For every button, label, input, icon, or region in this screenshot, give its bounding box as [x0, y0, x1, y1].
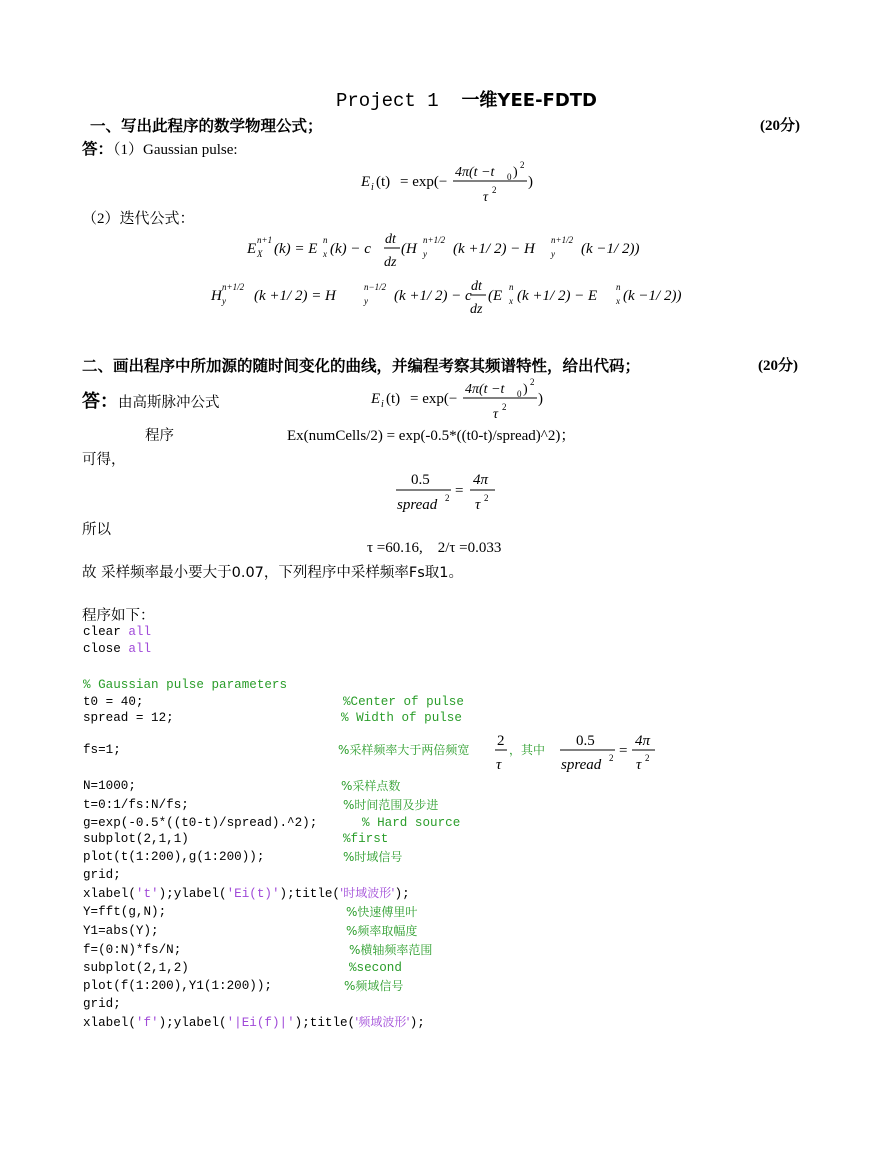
code-comment-17: %second	[349, 961, 402, 975]
inline-where: ，其中	[509, 743, 546, 757]
eq2-sub0: 0	[517, 389, 522, 399]
code-line-13	[83, 884, 410, 903]
code-close: close	[83, 642, 129, 656]
code-line-8: t=0:1/fs:N/fs;	[83, 798, 189, 812]
code13-f: '时域波形'	[340, 886, 395, 900]
eq2-den-sq: 2	[502, 402, 507, 412]
gaussian-formula-2	[365, 373, 555, 425]
code-line-12: grid;	[83, 868, 121, 882]
eq-t: (t)	[376, 174, 391, 190]
code-comment-10: %first	[343, 832, 389, 846]
section1-score: (20分)	[760, 118, 800, 134]
it1-sup: n+1	[257, 235, 273, 245]
eq2-close: )	[538, 391, 543, 407]
eq2-num: 4π(t −t	[465, 382, 505, 397]
it1-tail3: (k −1/ 2))	[581, 241, 640, 257]
rel-den: spread	[397, 497, 438, 513]
eq-lhs: E	[361, 174, 371, 190]
eq-close: )	[528, 174, 533, 190]
therefore-label: 所以	[82, 522, 111, 538]
inline-two: 2	[497, 733, 505, 749]
it2-dz: dz	[470, 302, 483, 317]
code-line-14: Y=fft(g,N);	[83, 905, 167, 919]
iteration-label: （2）迭代公式：	[82, 211, 195, 227]
page-title	[336, 86, 597, 112]
it2-dt: dt	[471, 279, 482, 294]
eq-num-close: )	[513, 165, 518, 180]
it2-tail: (E	[488, 288, 503, 304]
code-line-9: g=exp(-0.5*((t0-t)/spread).^2);	[83, 816, 318, 830]
rel-rhs-den: τ	[475, 497, 481, 513]
eq2-sub-i: i	[381, 399, 384, 410]
inline-eq: =	[619, 743, 628, 759]
code13-d: 'Ei(t)'	[226, 887, 280, 901]
code-comment-6: %采样频率大于两倍频宽	[338, 743, 470, 757]
it1-rest: (k) − c	[330, 241, 371, 257]
iteration-formula-h	[207, 275, 697, 321]
code-line-1	[83, 623, 151, 641]
it2-sub2: y	[364, 296, 368, 306]
gaussian-formula	[355, 156, 545, 208]
program-label: 程序	[145, 428, 174, 444]
code-comment-7: %采样点数	[341, 779, 401, 793]
inline-rhs-num: 4π	[635, 733, 651, 749]
title-prefix: Project 1	[336, 90, 439, 112]
answer2-label: 答：	[82, 391, 118, 412]
eq-exp: = exp(−	[400, 174, 448, 190]
it1-tail2: (k +1/ 2) − H	[453, 241, 535, 257]
it1-sub-y: y	[423, 249, 427, 259]
spread-relation	[393, 465, 503, 517]
eq2-sq: 2	[530, 377, 535, 387]
it1-sup-half2: n+1/2	[551, 235, 574, 245]
it1-dz: dz	[384, 255, 397, 270]
code20-e: );title(	[294, 1016, 356, 1030]
gaussian-label: （1）Gaussian pulse:	[113, 142, 238, 158]
code20-f: '频域波形'	[355, 1015, 410, 1029]
code-comment-15: %频率取幅度	[346, 924, 418, 938]
inline-num: 0.5	[576, 733, 595, 749]
eq2-den: τ	[493, 407, 499, 422]
code-comment-4: %Center of pulse	[343, 695, 464, 709]
rel-den-sup: 2	[445, 493, 450, 503]
it1-k: (k) = E	[274, 241, 318, 257]
code-line-16: f=(0:N)*fs/N;	[83, 943, 182, 957]
title-suffix: 一维YEE-FDTD	[461, 90, 597, 111]
code-kw-all-2: all	[128, 642, 152, 656]
section1-answer	[82, 137, 238, 159]
it2-sup-n2: n	[616, 282, 621, 292]
it1-sup2: n	[323, 235, 328, 245]
code13-c: );ylabel(	[158, 887, 227, 901]
code-inline-formula	[493, 726, 658, 776]
it2-sup2: n−1/2	[364, 282, 387, 292]
section2-heading: 二、画出程序中所加源的随时间变化的曲线，并编程考察其频谱特性，给出代码；	[82, 357, 641, 375]
section2-score: (20分)	[758, 358, 798, 374]
it1-dt: dt	[385, 232, 396, 247]
code-line-2	[83, 640, 151, 658]
intro-text: 由高斯脉冲公式	[118, 395, 220, 411]
rel-eq: =	[455, 483, 464, 499]
eq-sub-i: i	[371, 182, 374, 193]
it1-sup-half: n+1/2	[423, 235, 446, 245]
code20-d: '|Ei(f)|'	[226, 1016, 295, 1030]
it1-sub: X	[257, 249, 263, 259]
code-line-15: Y1=abs(Y);	[83, 924, 159, 938]
code-line-4: t0 = 40;	[83, 695, 144, 709]
it1-lhs: E	[247, 241, 257, 257]
it2-sub: y	[222, 296, 226, 306]
eq2-t: (t)	[386, 391, 401, 407]
tau-result: τ =60.16, 2/τ =0.033	[367, 540, 502, 556]
code-line-18: plot(f(1:200),Y1(1:200));	[83, 979, 272, 993]
it2-sub-x2: x	[616, 296, 620, 306]
code-intro: 程序如下：	[82, 608, 155, 624]
conclusion-text: 故 采样频率最小要大于0.07，下列程序中采样频率Fs取1。	[82, 565, 464, 581]
code20-g: );	[409, 1016, 425, 1030]
inline-rhs-sup: 2	[645, 753, 650, 763]
eq2-lhs: E	[371, 391, 381, 407]
it1-tail: (H	[401, 241, 417, 257]
code-line-20	[83, 1013, 425, 1032]
eq-sq: 2	[520, 160, 525, 170]
iteration-formula-e	[243, 228, 663, 274]
code-kw-all: all	[128, 625, 152, 639]
inline-den: spread	[561, 757, 602, 773]
it2-lhs: H	[211, 288, 222, 304]
code-line-5: spread = 12;	[83, 711, 174, 725]
rel-rhs-sup: 2	[484, 493, 489, 503]
code-comment-5: % Width of pulse	[341, 711, 462, 725]
code-line-3: % Gaussian pulse parameters	[83, 678, 288, 692]
it2-tail2: (k +1/ 2) − E	[517, 288, 598, 304]
section1-heading: 一、写出此程序的数学物理公式；	[90, 117, 323, 135]
it2-rest: (k +1/ 2) − c	[394, 288, 472, 304]
code-comment-18: %频域信号	[344, 979, 404, 993]
code-line-19: grid;	[83, 997, 121, 1011]
it1-sub-y2: y	[551, 249, 555, 259]
eq-den-sq: 2	[492, 185, 497, 195]
eq-den: τ	[483, 190, 489, 205]
inline-tau: τ	[496, 757, 502, 773]
code-line-10: subplot(2,1,1)	[83, 832, 189, 846]
rel-rhs-num: 4π	[473, 472, 489, 488]
it1-sub2: x	[323, 249, 327, 259]
code-comment-8: %时间范围及步进	[343, 798, 439, 812]
code-comment-11: %时域信号	[343, 850, 403, 864]
code-comment-14: %快速傅里叶	[346, 905, 418, 919]
program-expression: Ex(numCells/2) = exp(-0.5*((t0-t)/spread)^2)；	[287, 428, 576, 444]
it2-sub-x: x	[509, 296, 513, 306]
it2-sup: n+1/2	[222, 282, 245, 292]
code-line-17: subplot(2,1,2)	[83, 961, 189, 975]
code13-a: xlabel(	[83, 887, 136, 901]
eq-sub0: 0	[507, 172, 512, 182]
code13-e: );title(	[279, 887, 340, 901]
section2-answer	[82, 387, 220, 413]
code-comment-16: %横轴频率范围	[349, 943, 433, 957]
eq2-exp: = exp(−	[410, 391, 458, 407]
code20-c: );ylabel(	[158, 1016, 227, 1030]
eq-num: 4π(t −t	[455, 165, 495, 180]
code-line-11: plot(t(1:200),g(1:200));	[83, 850, 265, 864]
it2-sup-n: n	[509, 282, 514, 292]
it2-k: (k +1/ 2) = H	[254, 288, 336, 304]
eq2-num-close: )	[523, 382, 528, 397]
code-comment-9: % Hard source	[362, 816, 461, 830]
answer-label: 答：	[82, 140, 114, 158]
it2-tail3: (k −1/ 2))	[623, 288, 682, 304]
code20-b: 'f'	[135, 1016, 159, 1030]
code13-g: );	[394, 887, 410, 901]
code-clear: clear	[83, 625, 129, 639]
code-line-6: fs=1;	[83, 743, 121, 757]
so-label: 可得，	[82, 452, 126, 468]
rel-num: 0.5	[411, 472, 430, 488]
code-line-7: N=1000;	[83, 779, 136, 793]
code13-b: 't'	[135, 887, 159, 901]
inline-den-sup: 2	[609, 753, 614, 763]
inline-rhs-den: τ	[636, 757, 642, 773]
code20-a: xlabel(	[83, 1016, 136, 1030]
